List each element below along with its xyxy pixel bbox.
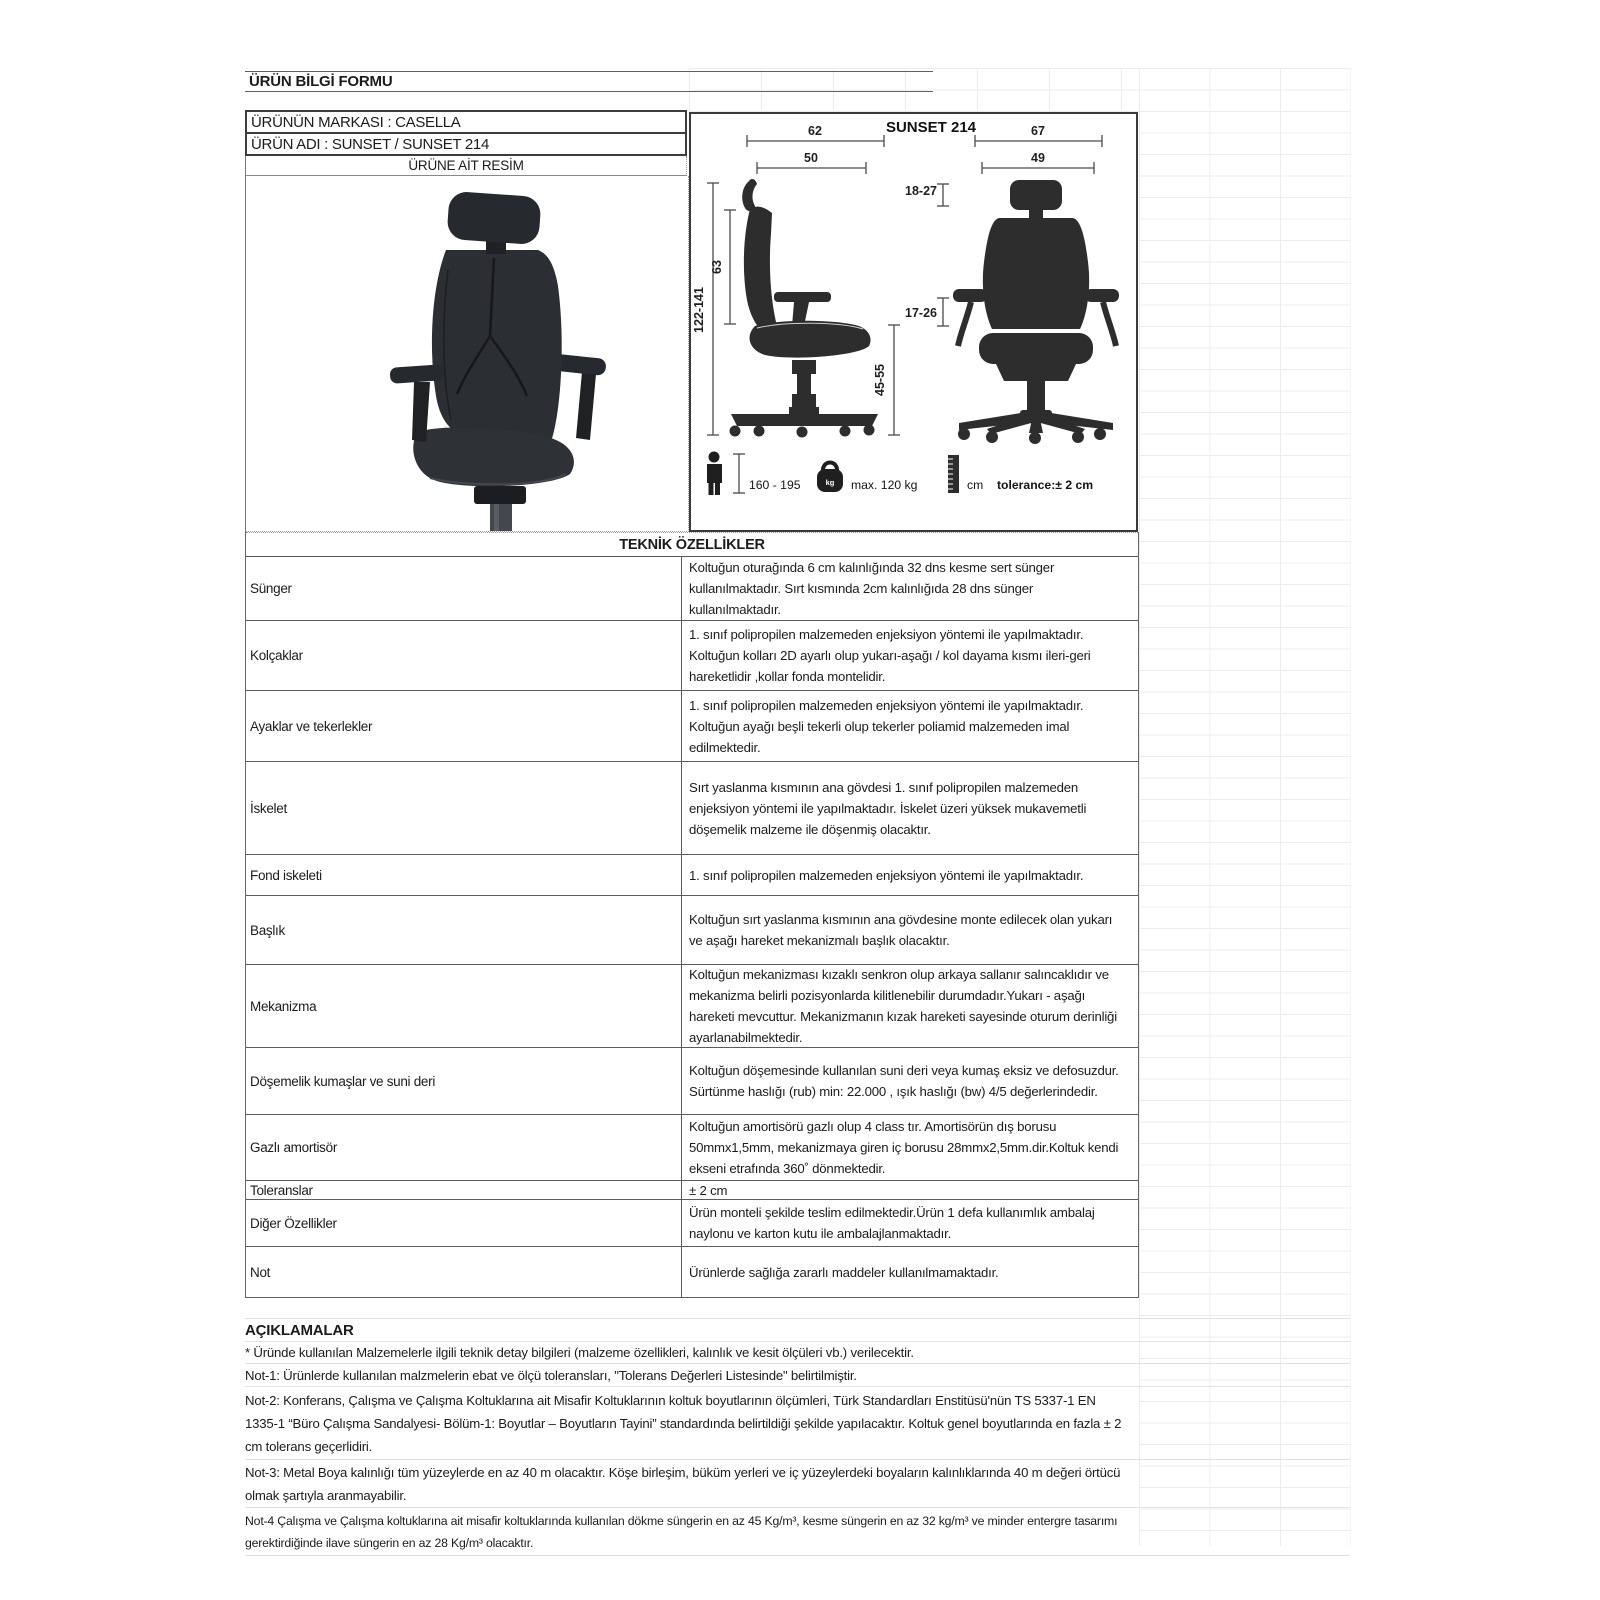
table-row — [246, 762, 1138, 855]
spec-value — [682, 1200, 1138, 1246]
table-row — [246, 621, 1138, 691]
spec-label — [246, 1181, 682, 1199]
spec-label — [246, 762, 682, 854]
spec-label-text: Ayaklar ve tekerlekler — [250, 718, 373, 734]
spec-table-title-text: TEKNİK ÖZELLİKLER — [619, 536, 765, 553]
page-title: ÜRÜN BİLGİ FORMU — [249, 73, 393, 90]
spec-value-text: Koltuğun sırt yaslanma kısmının ana gövdesine monte edilecek olan yukarı ve aşağı hareket mekanizmalı başlık olacaktır. — [689, 912, 1113, 948]
dim-side-seat-width: 50 — [804, 151, 818, 165]
spec-value-text: Koltuğun mekanizması kızaklı senkron olup arkaya sallanır salıncaklıdır ve mekanizma belirli pozisyonlarda kilitlenebilir durumdadır.Yukarı - aşağı hareketi mevcuttur. Mekanizmanın kızak hareketi sayesinde oturum derinliği ayarlanabilmektedir. — [689, 967, 1117, 1045]
dimension-diagram-cell — [689, 112, 1138, 532]
spec-value — [682, 855, 1138, 895]
dim-side-back-width: 62 — [808, 124, 822, 138]
dim-seat-height: 45-55 — [873, 364, 887, 396]
spec-label-text: Fond iskeleti — [250, 867, 322, 883]
notes-title: AÇIKLAMALAR — [245, 1321, 354, 1339]
product-name-cell — [245, 133, 687, 156]
table-row — [246, 691, 1138, 762]
spec-label — [246, 691, 682, 761]
spec-table-title — [246, 532, 1138, 557]
title-bottom-border — [245, 91, 933, 92]
spec-label-text: Kolçaklar — [250, 648, 303, 663]
chair-backrest — [432, 250, 562, 444]
side-dimensions — [692, 124, 900, 435]
note-text: Not-3: Metal Boya kalınlığı tüm yüzeylerde en az 40 m olacaktır. Köşe birleşim, büküm yerleri ve iç yüzeylerdeki boyaların kalınlıklarında 40 m değeri örtücü olmak şartıyla aranmayabilir. — [245, 1464, 1121, 1503]
chair-headrest — [446, 191, 541, 254]
spec-label-text: Başlık — [250, 922, 285, 938]
unit-text: cm — [967, 478, 984, 492]
spec-value — [682, 691, 1138, 761]
spec-label-text: Diğer Özellikler — [250, 1215, 337, 1231]
note-item — [245, 1460, 1350, 1508]
front-view-chair — [953, 180, 1119, 444]
spec-value-text: 1. sınıf polipropilen malzemeden enjeksiyon yöntemi ile yapılmaktadır. Koltuğun kolları 2D ayarlı olup yukarı-aşağı / kol dayama kısmı ileri-geri hareketlidir ,kollar fonda montelidir. — [689, 627, 1091, 684]
note-item — [245, 1342, 1350, 1364]
spec-label-text: Toleranslar — [250, 1182, 313, 1198]
table-row — [246, 855, 1138, 896]
note-item — [245, 1508, 1350, 1556]
spec-value-text: 1. sınıf polipropilen malzemeden enjeksiyon yöntemi ile yapılmaktadır. — [689, 867, 1084, 883]
spec-label — [246, 1247, 682, 1297]
note-text: Not-4 Çalışma ve Çalışma koltuklarına ait misafir koltuklarında kullanılan dökme süngerin en az 45 Kg/m³, kesme süngerin en az 32 kg/m³ ve minder entergre tasarımı gerektirdiğinde ilave süngerin en az 28 Kg/m³ olacaktır. — [245, 1513, 1118, 1550]
spec-value-text: 1. sınıf polipropilen malzemeden enjeksiyon yöntemi ile yapılmaktadır. Koltuğun ayağı beşli tekerli olup tekerler poliamid malzemeden imal edilmektedir. — [689, 697, 1084, 755]
spec-label — [246, 1115, 682, 1180]
spec-value-text: Koltuğun oturağında 6 cm kalınlığında 32 dns kesme sert sünger kullanılmaktadır. Sırt kısmında 2cm kalınlığıda 28 dns sünger kullanılmaktadır. — [689, 560, 1055, 617]
chair-base — [405, 486, 597, 531]
spec-label-text: Not — [250, 1264, 271, 1280]
side-view-chair — [730, 179, 879, 437]
table-row — [246, 965, 1138, 1048]
notes-heading-row — [245, 1318, 1350, 1342]
spec-value — [682, 762, 1138, 854]
product-photo — [298, 186, 638, 531]
spec-label — [246, 855, 682, 895]
dim-back-height: 63 — [710, 260, 724, 274]
spec-label-text: Gazlı amortisör — [250, 1140, 338, 1155]
user-height-text: 160 - 195 — [749, 478, 801, 492]
note-text: * Üründe kullanılan Malzemelerle ilgili teknik detay bilgileri (malzeme özellikleri, kalınlık ve kesit ölçüleri vb.) verilecektir. — [245, 1345, 914, 1360]
spec-label — [246, 1048, 682, 1114]
note-item — [245, 1364, 1350, 1387]
note-text: Not-2: Konferans, Çalışma ve Çalışma Koltuklarına ait Misafir Koltuklarının koltuk boyutlarının ölçümleri, Türk Standardları Enstitüsü'nün TS 5337-1 EN 1335-1 “Büro Çalışma Sandalyesi- Bölüm-1: Boyutlar – Boyutların Tayini” standardında belirtildiği şekilde yapılacaktır. Koltuk genel boyutlarında en fazla ± 2 cm tolerans geçerlidiri. — [245, 1392, 1122, 1454]
kettlebell-label: kg — [825, 478, 835, 487]
dim-overall-height: 122-141 — [692, 287, 706, 333]
table-row — [246, 557, 1138, 621]
table-row — [246, 1247, 1138, 1298]
spec-value — [682, 1181, 1138, 1199]
table-row — [246, 896, 1138, 965]
spec-value — [682, 621, 1138, 690]
person-height-icon — [707, 452, 745, 496]
spec-value-text: Ürünlerde sağlığa zararlı maddeler kullanılmamaktadır. — [689, 1264, 999, 1280]
spec-value — [682, 1048, 1138, 1114]
spec-label-text: Sünger — [250, 581, 292, 596]
note-text: Not-1: Ürünlerde kullanılan malzmelerin ebat ve ölçü toleransları, "Tolerans Değerleri Listesinde" belirtilmiştir. — [245, 1367, 857, 1383]
dim-front-overall-width: 67 — [1031, 124, 1045, 138]
brand-text: ÜRÜNÜN MARKASI : CASELLA — [251, 113, 461, 131]
spec-label-text: Mekanizma — [250, 998, 317, 1014]
dim-front-seat-width: 49 — [1031, 151, 1045, 165]
spec-value-text: Sırt yaslanma kısmının ana gövdesi 1. sınıf polipropilen malzemeden enjeksiyon yöntemi ile yapılmaktadır. İskelet üzeri yüksek mukavemetli döşemelik malzeme ile döşenmiş olacaktır. — [689, 779, 1087, 837]
spec-label — [246, 557, 682, 620]
product-photo-cell — [245, 176, 689, 532]
spec-value — [682, 896, 1138, 964]
spec-value — [682, 965, 1138, 1047]
max-load-text: max. 120 kg — [851, 478, 918, 492]
spec-label-text: İskelet — [250, 800, 287, 816]
dim-armrest-adj: 17-26 — [905, 306, 937, 320]
image-caption-text: ÜRÜNE AİT RESİM — [408, 158, 524, 173]
product-name-text: ÜRÜN ADI : SUNSET / SUNSET 214 — [251, 135, 490, 153]
table-row — [246, 1181, 1138, 1200]
ruler-icon — [948, 455, 959, 493]
table-row — [246, 1048, 1138, 1115]
spec-value — [682, 1115, 1138, 1180]
tolerance-text: tolerance:± 2 cm — [997, 478, 1094, 492]
table-row — [246, 1200, 1138, 1247]
spec-label — [246, 1200, 682, 1246]
image-caption-cell — [245, 156, 687, 176]
diagram-title: SUNSET 214 — [885, 119, 977, 136]
spec-value — [682, 1247, 1138, 1297]
dimension-diagram — [691, 114, 1136, 530]
spec-label-text: Döşemelik kumaşlar ve suni deri — [250, 1073, 436, 1089]
spec-label — [246, 965, 682, 1047]
table-row — [246, 1115, 1138, 1181]
spec-value — [682, 557, 1138, 620]
legend-row — [707, 452, 1093, 496]
spec-value-text: ± 2 cm — [689, 1182, 728, 1198]
weight-kettlebell-icon — [817, 463, 843, 493]
spreadsheet-gridlines-top — [689, 68, 1139, 112]
title-top-border — [245, 71, 933, 72]
notes-section — [245, 1318, 1350, 1556]
spec-label — [246, 621, 682, 690]
spec-value-text: Koltuğun amortisörü gazlı olup 4 class tır. Amortisörün dış borusu 50mmx1,5mm, mekanizmaya giren iç borusu 28mmx2,5mm.dir.Koltuk kendi ekseni etrafında 360˚ dönmektedir. — [689, 1119, 1119, 1176]
spec-value-text: Koltuğun döşemesinde kullanılan suni deri veya kumaş eksiz ve defosuzdur. Sürtünme haslığı (rub) min: 22.000 , ışık haslığı (bw) 4/5 değerlerindedir. — [689, 1063, 1119, 1099]
dim-headrest-adj: 18-27 — [905, 184, 937, 198]
spec-label — [246, 896, 682, 964]
brand-cell — [245, 110, 687, 133]
spec-table — [245, 532, 1139, 1298]
spec-value-text: Ürün monteli şekilde teslim edilmektedir.Ürün 1 defa kullanımlık ambalaj naylonu ve karton kutu ile ambalajlanmaktadır. — [689, 1205, 1095, 1241]
note-item — [245, 1387, 1350, 1460]
